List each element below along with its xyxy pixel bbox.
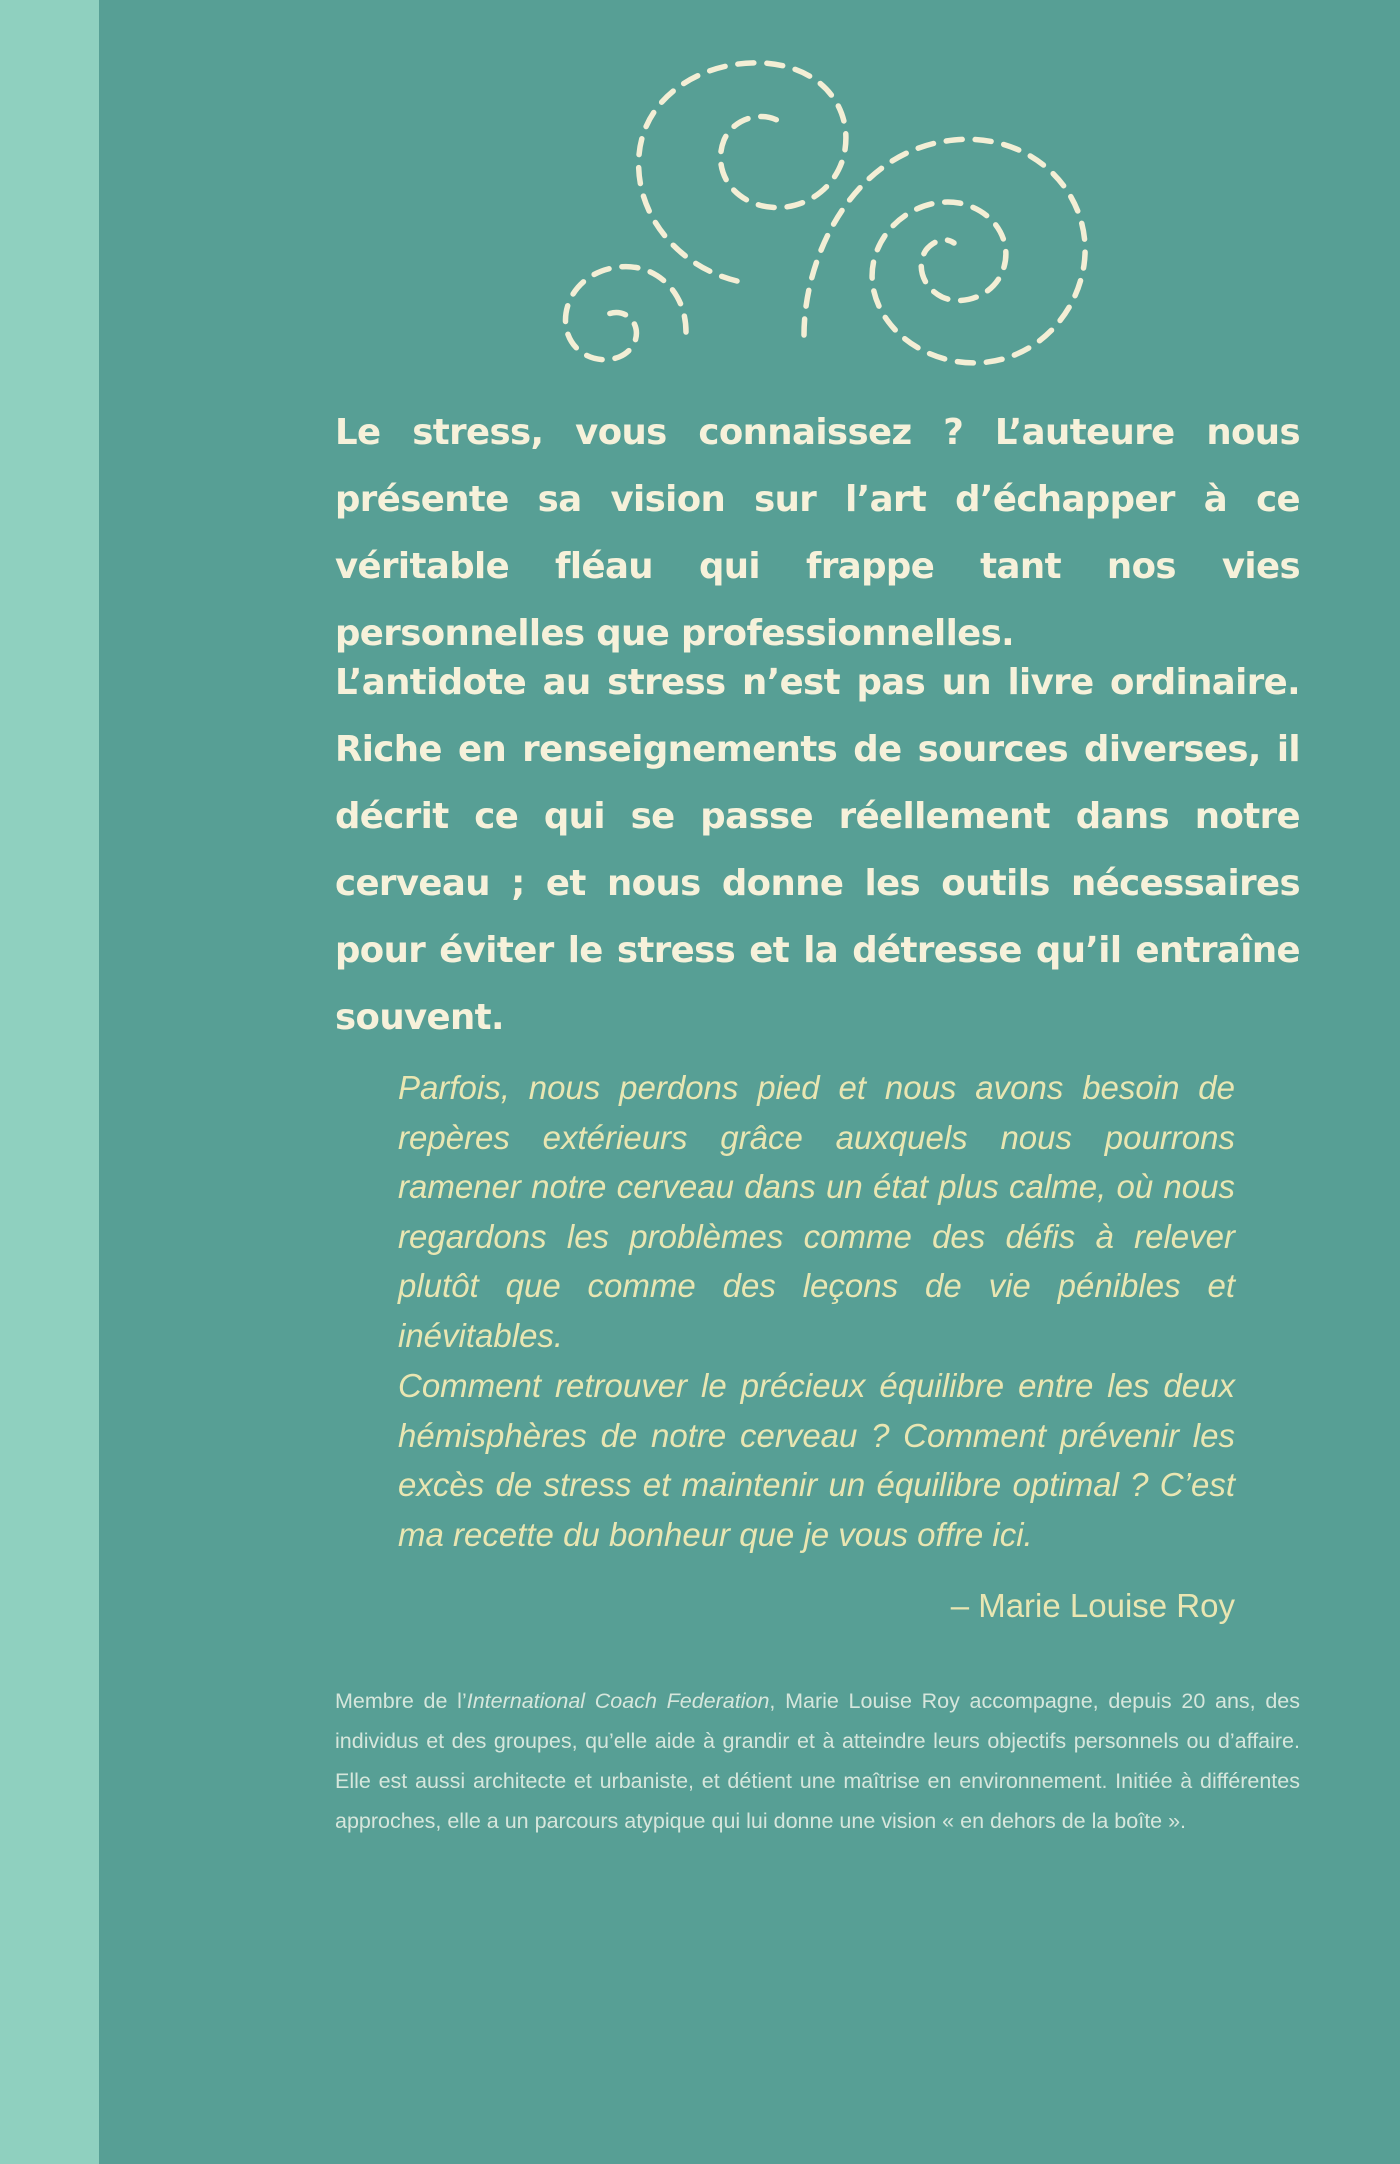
author-bio [335, 1681, 1300, 1841]
author-bio-organization: International Coach Federation [466, 1689, 770, 1713]
author-quote-paragraph-2: Comment retrouver le précieux équilibre entre les deux hémisphères de notre cerveau ? Comment prévenir les excès de stress et maintenir un équilibre optimal ? C’est ma recette du bonheur que je vous offre ici. [398, 1367, 1235, 1553]
dashed-swirls-icon [554, 55, 1094, 375]
author-bio-lead: Membre de l’ [335, 1689, 467, 1713]
top-swirl-outer [639, 63, 846, 281]
left-swirl [565, 267, 686, 360]
book-spine-stripe [0, 0, 99, 2164]
author-quote-paragraph-1: Parfois, nous perdons pied et nous avons besoin de repères extérieurs grâce auxquels nous pourrons ramener notre cerveau dans un état plus calme, où nous regardons les problèmes comme des défis à relever plutôt que comme des leçons de vie pénibles et inévitables. [398, 1069, 1235, 1354]
author-bio-rest: , Marie Louise Roy accompagne, depuis 20 ans, des individus et des groupes, qu’elle aide à grandir et à atteindre leurs objectifs personnels ou d’affaire. Elle est aussi architecte et urbaniste, et détient une maîtrise en environnement. Initiée à différentes approches, elle a un parcours atypique qui lui donne une vision « en dehors de la boîte ». [335, 1689, 1300, 1833]
blurb-paragraph-2: L’antidote au stress n’est pas un livre ordinaire. Riche en renseignements de sources diverses, il décrit ce qui se passe réellement dans notre cerveau ; et nous donne les outils nécessaires pour éviter le stress et la détresse qu’il entraîne souvent. [335, 662, 1300, 1038]
blurb-paragraph-1: Le stress, vous connaissez ? L’auteure nous présente sa vision sur l’art d’échapper à ce véritable fléau qui frappe tant nos vies personnelles que professionnelles. [335, 412, 1300, 654]
right-swirl [804, 139, 1085, 363]
back-cover-panel [99, 0, 1400, 2164]
quote-attribution: – Marie Louise Roy [950, 1587, 1235, 1624]
